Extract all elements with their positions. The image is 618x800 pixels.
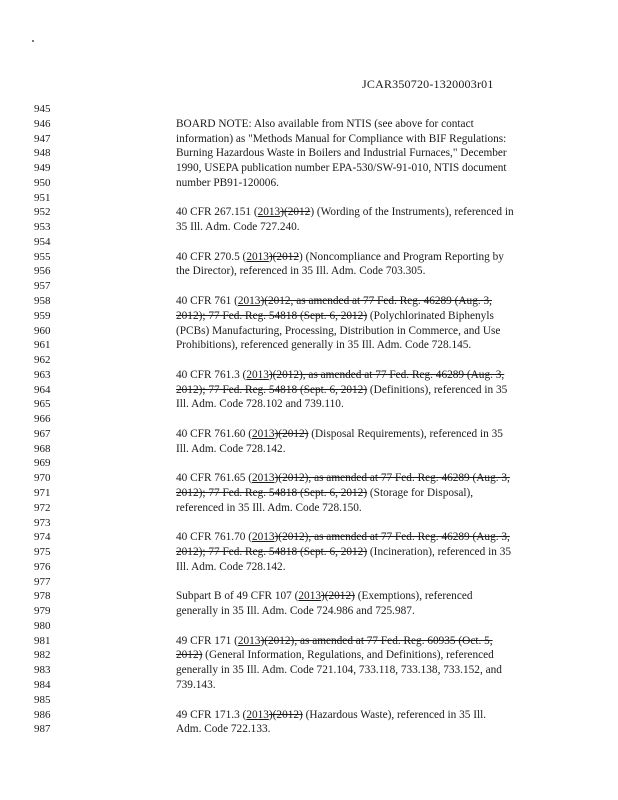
line-number: 955 <box>34 250 51 263</box>
line-text <box>176 486 473 500</box>
text-segment: (Exemptions), referenced <box>354 590 473 603</box>
text-segment: Ill. Adm. Code 728.102 and 739.110. <box>176 398 344 411</box>
line-number: 974 <box>34 531 51 544</box>
inserted-text: 2013 <box>251 427 275 440</box>
line-text <box>176 545 511 559</box>
line-number: 954 <box>34 235 51 248</box>
text-segment: 35 Ill. Adm. Code 727.240. <box>176 221 300 234</box>
document-line <box>0 205 618 219</box>
inserted-text: 2013 <box>257 206 281 219</box>
text-segment: 40 CFR 761.70 ( <box>176 531 252 544</box>
document-line <box>0 516 618 530</box>
line-text <box>176 501 362 515</box>
document-line <box>0 708 618 722</box>
text-segment: 40 CFR 761.65 ( <box>176 472 252 485</box>
line-number: 975 <box>34 546 51 559</box>
deleted-text: )(2012), as amended at 77 Fed. Reg. 46289 (Aug. 3, <box>268 368 505 381</box>
text-segment: 40 CFR 267.151 ( <box>176 206 258 219</box>
text-segment: (Incineration), referenced in 35 <box>367 546 512 559</box>
line-number: 958 <box>34 295 51 307</box>
line-text <box>176 471 510 485</box>
document-line <box>0 132 618 146</box>
text-segment: 40 CFR 270.5 ( <box>176 250 247 263</box>
text-segment: generally in 35 Ill. Adm. Code 721.104, 733.118, 733.138, 733.152, and <box>176 664 502 677</box>
document-line <box>0 264 618 278</box>
document-line <box>0 397 618 411</box>
document-line <box>0 619 618 633</box>
document-line <box>0 589 618 603</box>
line-number: 952 <box>34 206 51 219</box>
line-text <box>176 560 286 574</box>
line-number: 963 <box>34 368 51 381</box>
line-number: 949 <box>34 162 51 175</box>
line-text <box>176 161 507 175</box>
document-id-header: JCAR350720-1320003r01 <box>362 77 494 91</box>
document-line <box>0 486 618 500</box>
line-text <box>176 250 504 264</box>
line-number: 987 <box>34 723 51 736</box>
text-segment: (PCBs) Manufacturing, Processing, Distribution in Commerce, and Use <box>176 324 501 337</box>
line-text <box>176 663 502 677</box>
deleted-text: )(2012 <box>280 206 311 219</box>
document-line <box>0 427 618 441</box>
deleted-text: )(2012 <box>268 250 300 263</box>
text-segment: BOARD NOTE: Also available from NTIS (see above for contact <box>176 117 474 130</box>
line-number: 969 <box>34 457 51 470</box>
deleted-text: 2012); 77 Fed. Reg. 54818 (Sept. 6, 2012) <box>176 309 368 322</box>
document-line <box>0 309 618 323</box>
line-number: 950 <box>34 176 51 189</box>
line-number: 979 <box>34 605 51 618</box>
text-segment: 40 CFR 761 ( <box>176 295 238 307</box>
line-text <box>176 324 500 338</box>
deleted-text: )(2012), as amended at 77 Fed. Reg. 46289 (Aug. 3, <box>274 472 510 485</box>
line-text <box>176 309 494 323</box>
line-text <box>176 383 507 397</box>
line-number: 947 <box>34 132 51 145</box>
line-number: 983 <box>34 664 51 677</box>
line-text <box>176 368 504 382</box>
inserted-text: 2013 <box>251 472 275 485</box>
line-number: 951 <box>34 191 51 204</box>
text-segment: (Hazardous Waste), referenced in 35 Ill. <box>302 708 487 721</box>
document-line <box>0 442 618 456</box>
line-number: 978 <box>34 590 51 603</box>
text-segment: Adm. Code 722.133. <box>176 723 271 736</box>
line-number: 964 <box>34 383 51 396</box>
deleted-text: 2012); 77 Fed. Reg. 54818 (Sept. 6, 2012) <box>176 383 368 396</box>
inserted-text: 2013 <box>251 531 275 544</box>
document-line <box>0 678 618 692</box>
line-number: 981 <box>34 634 51 647</box>
text-segment: (General Information, Regulations, and Definitions), referenced <box>202 649 494 662</box>
line-number: 977 <box>34 575 51 588</box>
scan-speck <box>32 40 34 42</box>
line-text <box>176 132 506 146</box>
text-segment: Ill. Adm. Code 728.142. <box>176 442 286 455</box>
text-segment: 49 CFR 171.3 ( <box>176 708 247 721</box>
deleted-text: )(2012), as amended at 77 Fed. Reg. 60935 (Oct. 5, <box>260 634 493 647</box>
line-text <box>176 530 510 544</box>
text-segment: (Disposal Requirements), referenced in 35 <box>308 427 503 440</box>
inserted-text: 2013 <box>237 295 261 307</box>
document-line <box>0 250 618 264</box>
line-number: 984 <box>34 679 51 692</box>
inserted-text: 2013 <box>246 368 269 381</box>
line-text <box>176 589 473 603</box>
text-segment: ) (Noncompliance and Program Reporting by <box>299 250 504 263</box>
line-text <box>176 117 474 131</box>
document-line <box>0 368 618 382</box>
text-segment: generally in 35 Ill. Adm. Code 724.986 and 725.987. <box>176 605 415 618</box>
document-line <box>0 634 618 648</box>
document-line <box>0 191 618 205</box>
line-text <box>176 722 270 736</box>
line-text <box>176 427 503 441</box>
inserted-text: 2013 <box>237 634 261 647</box>
line-text <box>176 338 471 352</box>
document-line <box>0 663 618 677</box>
text-segment: (Storage for Disposal), <box>367 487 474 500</box>
line-text <box>176 648 494 662</box>
line-number: 976 <box>34 560 51 573</box>
document-line <box>0 412 618 426</box>
document-line <box>0 324 618 338</box>
document-line <box>0 456 618 470</box>
line-text <box>176 634 493 648</box>
deleted-text: 2012) <box>176 649 203 662</box>
line-number: 985 <box>34 693 51 706</box>
document-line <box>0 501 618 515</box>
document-line <box>0 545 618 559</box>
text-segment: (Definitions), referenced in 35 <box>367 383 508 396</box>
deleted-text: )(2012), as amended at 77 Fed. Reg. 46289 (Aug. 3, <box>274 531 510 544</box>
text-segment: number PB91-120006. <box>176 176 279 189</box>
document-line <box>0 383 618 397</box>
text-segment: referenced in 35 Ill. Adm. Code 728.150. <box>176 501 362 514</box>
line-text <box>176 678 216 692</box>
inserted-text: 2013 <box>246 250 269 263</box>
text-segment: Ill. Adm. Code 728.142. <box>176 560 286 573</box>
document-line <box>0 560 618 574</box>
document-line <box>0 648 618 662</box>
text-segment: 739.143. <box>176 679 216 692</box>
line-text <box>176 442 286 456</box>
line-number: 962 <box>34 354 51 367</box>
deleted-text: )(2012) <box>320 590 355 603</box>
document-line <box>0 235 618 249</box>
document-line <box>0 575 618 589</box>
text-segment: 49 CFR 171 ( <box>176 634 238 647</box>
line-text <box>176 205 514 219</box>
deleted-text: )(2012) <box>268 708 303 721</box>
line-number: 972 <box>34 501 51 514</box>
document-line <box>0 102 618 116</box>
deleted-text: 2012); 77 Fed. Reg. 54818 (Sept. 6, 2012) <box>176 487 368 500</box>
document-line <box>0 471 618 485</box>
deleted-text: 2012); 77 Fed. Reg. 54818 (Sept. 6, 2012) <box>176 546 368 559</box>
document-line <box>0 117 618 131</box>
text-segment: the Director), referenced in 35 Ill. Adm. Code 703.305. <box>176 265 426 278</box>
document-line <box>0 338 618 352</box>
line-number: 957 <box>34 280 51 293</box>
line-number: 966 <box>34 413 51 426</box>
deleted-text: )(2012) <box>274 427 309 440</box>
text-segment: Prohibitions), referenced generally in 35 Ill. Adm. Code 728.145. <box>176 339 472 352</box>
line-number: 968 <box>34 442 51 455</box>
text-segment: ) (Wording of the Instruments), referenced in <box>310 206 514 219</box>
line-number: 946 <box>34 117 51 130</box>
text-segment: Subpart B of 49 CFR 107 ( <box>176 590 299 603</box>
line-number: 965 <box>34 398 51 411</box>
text-segment: (Polychlorinated Biphenyls <box>367 309 494 322</box>
text-segment: information) as "Methods Manual for Compliance with BIF Regulations: <box>176 132 507 145</box>
text-segment: 1990, USEPA publication number EPA-530/SW-91-010, NTIS document <box>176 162 507 175</box>
line-text <box>176 708 486 722</box>
line-number: 982 <box>34 649 51 662</box>
line-number: 956 <box>34 265 51 278</box>
line-number: 973 <box>34 516 51 529</box>
line-number: 971 <box>34 487 51 500</box>
document-line <box>0 146 618 160</box>
line-number: 967 <box>34 427 51 440</box>
line-number: 960 <box>34 324 51 337</box>
deleted-text: )(2012, as amended at 77 Fed. Reg. 46289 (Aug. 3, <box>260 295 492 307</box>
line-text <box>176 220 300 234</box>
document-line <box>0 693 618 707</box>
line-text <box>176 294 492 308</box>
document-line <box>0 176 618 190</box>
document-line <box>0 161 618 175</box>
document-line <box>0 604 618 618</box>
document-line <box>0 722 618 736</box>
line-number: 945 <box>34 103 51 115</box>
inserted-text: 2013 <box>298 590 321 603</box>
line-text <box>176 264 425 278</box>
line-text <box>176 176 279 190</box>
document-line <box>0 530 618 544</box>
line-number: 986 <box>34 708 51 721</box>
line-number: 953 <box>34 221 51 234</box>
line-number: 948 <box>34 147 51 160</box>
line-number: 961 <box>34 339 51 352</box>
line-number: 970 <box>34 472 51 485</box>
text-segment: 40 CFR 761.3 ( <box>176 368 247 381</box>
line-number: 980 <box>34 619 51 632</box>
document-line <box>0 220 618 234</box>
line-text <box>176 604 415 618</box>
document-line <box>0 279 618 293</box>
text-segment: 40 CFR 761.60 ( <box>176 427 252 440</box>
line-text <box>176 397 344 411</box>
line-text <box>176 146 507 160</box>
document-line <box>0 353 618 367</box>
inserted-text: 2013 <box>246 708 269 721</box>
text-segment: Burning Hazardous Waste in Boilers and Industrial Furnaces," December <box>176 147 507 160</box>
document-line <box>0 294 618 308</box>
line-number: 959 <box>34 309 51 322</box>
